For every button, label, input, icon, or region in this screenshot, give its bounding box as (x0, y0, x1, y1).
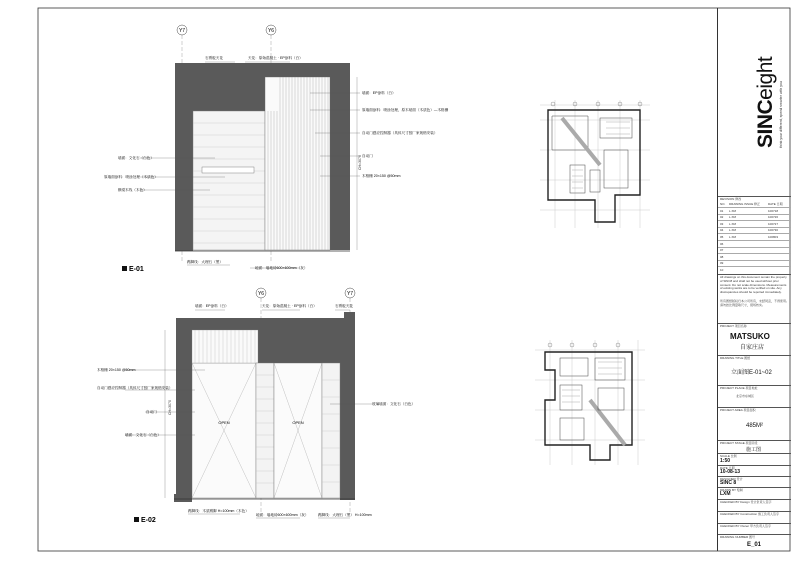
revision-date: 100730 (768, 228, 779, 233)
revision-date: 100718 (768, 208, 779, 213)
elevation-e01 (104, 25, 449, 273)
place-label: PROJECT PLACE 项目地址 (720, 386, 758, 390)
revision-no: 03 (720, 221, 724, 226)
revision-header-cn: 修改 (735, 197, 742, 201)
elevation-label: E-02 (141, 517, 156, 524)
drawing-title-label: DRAWING TITLE 图纸 (720, 356, 751, 360)
brand-suffix: eight (754, 56, 777, 100)
grille-head (192, 330, 258, 363)
wood-beam (202, 167, 254, 173)
brand-logo (754, 57, 778, 148)
check-owner: CHECKED BY Owner 甲方负责人签字 (720, 524, 771, 528)
place-value: 北京市东城区 (736, 394, 755, 398)
callout-left-1: 墙面：文化石（白色） (118, 156, 154, 160)
wall-cap (344, 312, 355, 320)
project-label: PROJECT 项目名称 (720, 324, 747, 328)
callout-left-2: 原墙面涂料：喷涂处理（木质色） (104, 175, 158, 179)
revision-by: L.XM (729, 221, 737, 226)
brick-pier-right (322, 363, 340, 498)
open-label-left: OPEN (218, 420, 230, 425)
date-label: DATE 日期 (720, 466, 735, 470)
revision-row (718, 247, 791, 248)
elevation-e02 (97, 288, 415, 524)
stage-label: PROJECT STAGE 项目阶段 (720, 441, 758, 445)
callout-bottom-2: 地面：墙地砖600×600mm（灰） (256, 513, 309, 517)
revision-no: 02 (720, 215, 724, 220)
brick-wall (193, 111, 265, 250)
callout-top-1: 墙面：EP涂料（白） (195, 304, 229, 308)
project-name: MATSUKO (730, 332, 770, 341)
wood-grille (265, 77, 330, 250)
revision-header (720, 197, 741, 201)
date-value: 10-08-13 (720, 469, 741, 475)
project-name-cn: 自家庄店 (740, 345, 765, 351)
revision-by: L.XM (729, 215, 737, 220)
brick-pier (256, 363, 274, 498)
revision-no: 04 (720, 228, 724, 233)
elevation-marker (134, 517, 139, 522)
legal-note-cn: 所有图纸版权归本公司所有，未经同意，不得使用。请勿按比例量取尺寸，现场核实。 (720, 299, 790, 307)
gridline-label: Y7 (346, 291, 354, 297)
drawn-label: DRAWN BY 绘制 (720, 488, 743, 492)
revision-date: 100726 (768, 215, 779, 220)
wall-base-left (175, 245, 193, 251)
callout-top-3: 石膏板天花 (335, 304, 353, 308)
scale-value: 1:50 (720, 458, 731, 464)
revision-date: 100727 (768, 221, 779, 226)
designer-label: DESIGNER 设计 (720, 477, 743, 481)
drawing-number: E_01 (747, 542, 762, 548)
legal-note: All drawings on this document remain the property of SINC8 and shall not be used without prior consent. Do not scale dimensions. Measurements of existing works are to be verified on site. Any discrepancies should be reported immediately. (720, 275, 787, 295)
revision-row (718, 260, 791, 261)
area-value: 485M² (746, 423, 764, 429)
callout-right-1: 墙面：EP涂料（白） (362, 91, 396, 95)
revision-col-issue: DRAWING ISSUE 修正 (729, 202, 761, 206)
revision-date: 100803 (768, 234, 779, 239)
callout-right-1: 玻璃墙面：文化石（白色） (372, 402, 416, 406)
revision-no: 09 (720, 261, 724, 266)
revision-no: 08 (720, 254, 724, 259)
gridline-label: Y6 (257, 291, 265, 297)
designer-value: SINC 8 (720, 480, 737, 486)
ceiling-bulkhead (193, 77, 268, 111)
callout-left-2: 自动门感应控制器（具体尺寸按厂家规格安装） (97, 386, 173, 390)
revision-no: 01 (720, 208, 724, 213)
revision-no: 06 (720, 241, 724, 246)
check-design: CHECKED BY Design 设计负责人签字 (720, 500, 772, 504)
area-label: PROJECT AREA 项目面积 (720, 408, 756, 412)
callout-bottom-1: 踢脚线：大理石（黑） (187, 260, 223, 264)
height-dim-text: CH=3070 (168, 400, 172, 415)
callout-top-1: 石膏板天花 (205, 56, 223, 60)
revision-by: L.XM (729, 208, 737, 213)
revision-no: 07 (720, 248, 724, 253)
open-label-right: OPEN (292, 420, 304, 425)
stage-value: 施工图 (746, 447, 762, 453)
revision-col-date: DATE 日期 (768, 202, 783, 206)
revision-row (718, 266, 791, 267)
height-dim-text: CH=3070 (358, 155, 362, 170)
drawn-value: LXM (720, 491, 731, 497)
callout-top-2: 天花：原始混凝土 · EP涂料（白） (248, 56, 303, 60)
key-plan-top (540, 100, 650, 228)
ceiling-bulkhead (258, 330, 340, 363)
revision-row (718, 253, 791, 254)
gridline-label: Y6 (267, 28, 275, 34)
elevation-label: E-01 (129, 266, 144, 273)
scale-label: SCALE 比例 (720, 454, 737, 458)
revision-col-no: NO. (720, 202, 726, 206)
callout-right-3: 自动门感应控制器（具体尺寸按厂家规格安装） (362, 131, 438, 135)
sheet-border (38, 8, 790, 551)
revision-by: L.XM (729, 228, 737, 233)
callout-left-3: 自动门 (146, 410, 157, 414)
wall-base (174, 494, 192, 502)
revision-no: 10 (720, 267, 724, 272)
callout-bottom-1: 踢脚线：木质踢脚 H=100mm（木色） (188, 509, 249, 513)
drawing-title: 立面图E-01~02 (731, 370, 772, 376)
callout-left-1: 木格栅 20×150 @50mm (97, 368, 136, 372)
drawing-number-label: DRAWING NUMBER 图号 (720, 535, 756, 539)
brand-tagline: think your different, spend smarter with you (779, 81, 783, 148)
callout-left-4: 墙面：文化石（白色） (125, 433, 161, 437)
title-block (717, 8, 791, 551)
gridline-label: Y7 (178, 28, 186, 34)
callout-bottom-2: 地面：墙地砖600×600mm（灰） (255, 266, 308, 270)
check-construction: CHECKED BY Construction 施工负责人签字 (720, 512, 779, 516)
callout-right-5: 木格栅 20×150 @50mm (362, 174, 401, 178)
callout-bottom-3: 踢脚线：大理石（黑） H=100mm (318, 513, 372, 517)
revision-by: L.XM (729, 234, 737, 239)
callout-right-2: 原墙面涂料：喷涂处理，原木贴面（木质色）—木格栅 (362, 108, 449, 112)
revision-row (718, 240, 791, 241)
callout-right-4: 自动门 (362, 154, 373, 158)
callout-left-3: 横梁木线（木色） (118, 188, 147, 192)
elevation-marker (122, 266, 127, 271)
revision-header-en: REVISION (720, 197, 735, 201)
callout-top-2: 天花：原始混凝土 · EP涂料（白） (262, 304, 317, 308)
brand-prefix: SINC (754, 99, 777, 148)
key-plan-bottom (535, 340, 645, 465)
logo-area (718, 8, 791, 196)
revision-no: 05 (720, 234, 724, 239)
